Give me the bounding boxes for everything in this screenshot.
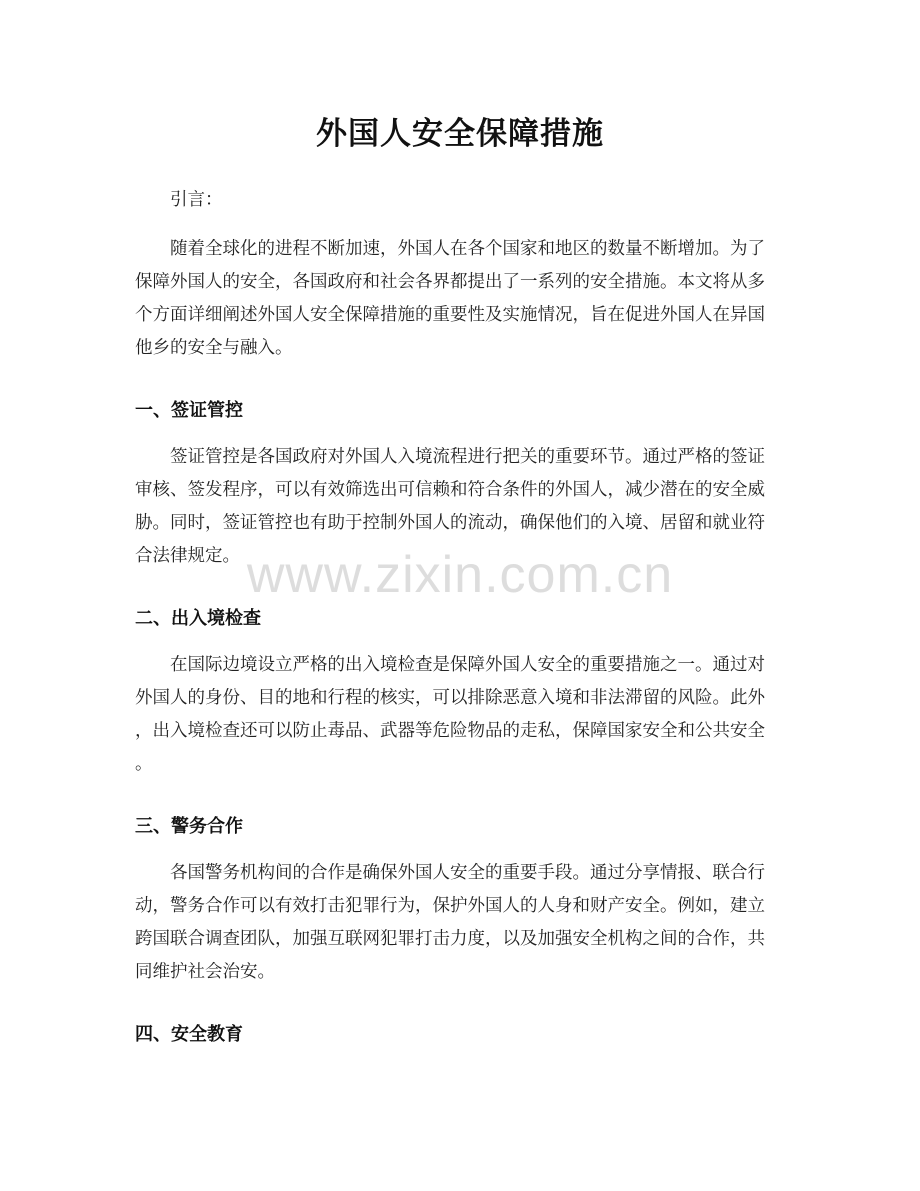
section-paragraph-police-cooperation: [135, 857, 785, 989]
intro-label: 引言：: [170, 190, 223, 210]
intro-line: 个方面详细阐述外国人安全保障措施的重要性及实施情况，旨在促进外国人在异国: [135, 305, 765, 325]
section-paragraph-border-check: [135, 649, 785, 781]
paragraph-line: 签证管控是各国政府对外国人入境流程进行把关的重要环节。通过严格的签证: [170, 447, 765, 467]
section-heading-safety-education: 四、安全教育: [135, 1024, 243, 1045]
paragraph-line: 审核、签发程序，可以有效筛选出可信赖和符合条件的外国人，减少潜在的安全威: [135, 480, 765, 500]
intro-paragraph: [135, 233, 785, 365]
paragraph-line: 跨国联合调查团队，加强互联网犯罪打击力度，以及加强安全机构之间的合作，共: [135, 929, 765, 949]
intro-line: 保障外国人的安全，各国政府和社会各界都提出了一系列的安全措施。本文将从多: [135, 272, 765, 292]
intro-line: 随着全球化的进程不断加速，外国人在各个国家和地区的数量不断增加。为了: [170, 239, 765, 259]
paragraph-line: ，出入境检查还可以防止毒品、武器等危险物品的走私，保障国家安全和公共安全: [135, 721, 765, 741]
paragraph-line: 。: [135, 754, 153, 774]
intro-label-paragraph: [135, 184, 785, 217]
paragraph-line: 在国际边境设立严格的出入境检查是保障外国人安全的重要措施之一。通过对: [170, 655, 765, 675]
paragraph-line: 外国人的身份、目的地和行程的核实，可以排除恶意入境和非法滞留的风险。此外: [135, 688, 765, 708]
watermark: www.zixin.com.cn: [246, 546, 674, 604]
section-heading-police-cooperation: 三、警务合作: [135, 816, 243, 837]
section-paragraph-visa: [135, 441, 785, 573]
paragraph-line: 合法律规定。: [135, 546, 240, 566]
intro-line: 他乡的安全与融入。: [135, 338, 293, 358]
section-heading-border-check: 二、出入境检查: [135, 608, 261, 629]
paragraph-line: 同维护社会治安。: [135, 962, 275, 982]
paragraph-line: 胁。同时，签证管控也有助于控制外国人的流动，确保他们的入境、居留和就业符: [135, 513, 765, 533]
document-title: 外国人安全保障措施: [316, 116, 604, 152]
paragraph-line: 各国警务机构间的合作是确保外国人安全的重要手段。通过分享情报、联合行: [170, 863, 765, 883]
section-heading-visa: 一、签证管控: [135, 400, 243, 421]
paragraph-line: 动，警务合作可以有效打击犯罪行为，保护外国人的人身和财产安全。例如，建立: [135, 896, 765, 916]
